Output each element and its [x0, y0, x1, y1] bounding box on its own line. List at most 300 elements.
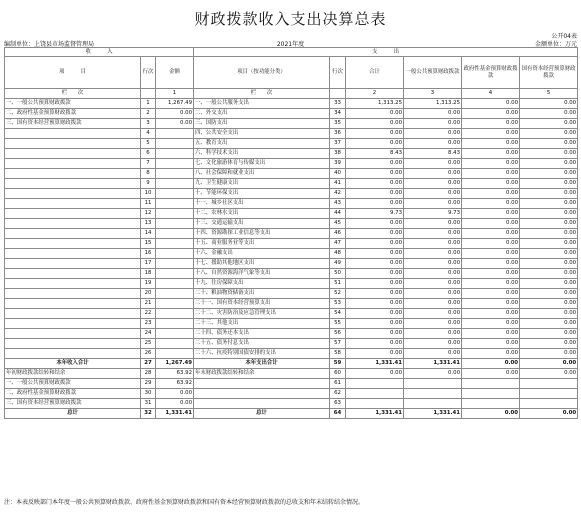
report-meta	[4, 39, 577, 47]
expense-rowno-cell: 51	[330, 279, 346, 289]
income-rowno-cell: 18	[141, 269, 156, 279]
expense-rowno-cell: 38	[330, 149, 346, 159]
state-cell: 0.00	[520, 229, 578, 239]
expense-item-cell: 三、国防支出	[194, 119, 330, 129]
income-rowno-cell: 19	[141, 279, 156, 289]
expense-rowno-cell: 60	[330, 369, 346, 379]
income-item-cell	[5, 159, 141, 169]
fund-cell: 0.00	[462, 309, 520, 319]
table-row	[5, 139, 578, 149]
expense-rowno-cell: 40	[330, 169, 346, 179]
income-amount-header: 金额	[156, 57, 194, 89]
expense-item-cell: 十二、农林水支出	[194, 209, 330, 219]
fund-cell	[462, 379, 520, 389]
index-label-right: 栏 次	[194, 89, 330, 99]
general-cell: 0.00	[404, 119, 462, 129]
table-row	[5, 339, 578, 349]
income-amount-cell	[156, 289, 194, 299]
income-rowno-cell: 20	[141, 289, 156, 299]
income-rowno-cell: 13	[141, 219, 156, 229]
income-item-cell: 二、政府性基金预算财政拨款	[5, 389, 141, 399]
income-rowno-cell: 9	[141, 179, 156, 189]
income-amount-cell: 1,267.49	[156, 99, 194, 109]
income-amount-cell	[156, 149, 194, 159]
income-amount-cell: 0.00	[156, 399, 194, 409]
expense-item-cell: 十三、交通运输支出	[194, 219, 330, 229]
fund-cell: 0.00	[462, 99, 520, 109]
income-item-cell: 二、政府性基金预算财政拨款	[5, 109, 141, 119]
income-amount-cell: 0.00	[156, 119, 194, 129]
general-cell: 0.00	[404, 169, 462, 179]
expense-rowno-cell: 53	[330, 299, 346, 309]
income-item-cell	[5, 299, 141, 309]
expense-item-cell: 一、一般公共服务支出	[194, 99, 330, 109]
expense-item-cell: 十七、援助其他地区支出	[194, 259, 330, 269]
expense-rowno-cell: 41	[330, 179, 346, 189]
fund-cell: 0.00	[462, 139, 520, 149]
general-cell: 0.00	[404, 269, 462, 279]
total-cell: 0.00	[346, 239, 404, 249]
table-row	[5, 289, 578, 299]
income-amount-cell	[156, 179, 194, 189]
fund-cell: 0.00	[462, 149, 520, 159]
state-cell: 0.00	[520, 189, 578, 199]
income-item-cell	[5, 179, 141, 189]
table-row	[5, 389, 578, 399]
expense-rowno-cell: 47	[330, 239, 346, 249]
income-item-cell	[5, 289, 141, 299]
income-rowno-cell: 17	[141, 259, 156, 269]
income-rowno-cell: 21	[141, 299, 156, 309]
table-row	[5, 179, 578, 189]
income-item-cell	[5, 339, 141, 349]
general-cell: 1,331.41	[404, 409, 462, 419]
general-cell: 0.00	[404, 199, 462, 209]
income-item-cell	[5, 169, 141, 179]
income-rowno-cell: 8	[141, 169, 156, 179]
state-header: 国有资本经营预算财政拨款	[520, 57, 578, 89]
table-row	[5, 199, 578, 209]
fund-cell: 0.00	[462, 279, 520, 289]
total-cell: 0.00	[346, 219, 404, 229]
total-cell: 0.00	[346, 129, 404, 139]
expense-rowno-cell: 52	[330, 289, 346, 299]
state-cell: 0.00	[520, 309, 578, 319]
fund-cell: 0.00	[462, 349, 520, 359]
index-col-4: 4	[462, 89, 520, 99]
total-cell: 0.00	[346, 269, 404, 279]
amount-unit: 金额单位：万元	[534, 41, 577, 48]
table-row	[5, 269, 578, 279]
table-row	[5, 99, 578, 109]
income-item-cell: 一、一般公共预算财政拨款	[5, 99, 141, 109]
expense-rowno-cell: 46	[330, 229, 346, 239]
income-item-cell	[5, 129, 141, 139]
expense-item-cell: 二十一、国有资本经营预算支出	[194, 299, 330, 309]
general-cell: 0.00	[404, 329, 462, 339]
expense-item-cell: 十六、金融支出	[194, 249, 330, 259]
total-cell: 0.00	[346, 119, 404, 129]
total-cell: 0.00	[346, 109, 404, 119]
income-item-cell	[5, 149, 141, 159]
total-cell: 0.00	[346, 229, 404, 239]
state-cell: 0.00	[520, 209, 578, 219]
expense-item-cell: 二十四、债务还本支出	[194, 329, 330, 339]
state-cell: 0.00	[520, 269, 578, 279]
expense-rowno-header: 行次	[330, 57, 346, 89]
income-amount-cell: 1,267.49	[156, 359, 194, 369]
state-cell: 0.00	[520, 109, 578, 119]
fund-cell: 0.00	[462, 369, 520, 379]
income-amount-cell: 0.00	[156, 389, 194, 399]
income-rowno-cell: 22	[141, 309, 156, 319]
income-rowno-cell: 5	[141, 139, 156, 149]
state-cell: 0.00	[520, 349, 578, 359]
expense-item-cell	[194, 389, 330, 399]
income-item-cell	[5, 309, 141, 319]
income-amount-cell	[156, 249, 194, 259]
expense-rowno-cell: 64	[330, 409, 346, 419]
income-rowno-cell: 24	[141, 329, 156, 339]
income-amount-cell: 1,331.41	[156, 409, 194, 419]
income-item-cell: 三、国有资本经营预算财政拨款	[5, 119, 141, 129]
income-amount-cell	[156, 169, 194, 179]
state-cell: 0.00	[520, 369, 578, 379]
total-cell: 0.00	[346, 349, 404, 359]
income-item-cell	[5, 259, 141, 269]
general-header: 一般公共预算财政拨款	[404, 57, 462, 89]
income-amount-cell	[156, 279, 194, 289]
form-code: 公开04表	[551, 33, 577, 40]
income-item-cell	[5, 349, 141, 359]
fund-cell: 0.00	[462, 159, 520, 169]
income-item-cell	[5, 239, 141, 249]
state-cell	[520, 379, 578, 389]
total-cell: 0.00	[346, 169, 404, 179]
fund-cell: 0.00	[462, 289, 520, 299]
state-cell	[520, 389, 578, 399]
income-amount-cell	[156, 309, 194, 319]
table-row	[5, 399, 578, 409]
index-col-5: 5	[520, 89, 578, 99]
general-cell: 0.00	[404, 159, 462, 169]
expense-item-cell: 十九、住房保障支出	[194, 279, 330, 289]
income-amount-cell	[156, 319, 194, 329]
expense-rowno-cell: 33	[330, 99, 346, 109]
income-rowno-cell: 14	[141, 229, 156, 239]
income-amount-cell	[156, 329, 194, 339]
state-cell: 0.00	[520, 199, 578, 209]
expense-item-cell: 八、社会保障和就业支出	[194, 169, 330, 179]
index-col-1: 1	[156, 89, 194, 99]
table-row	[5, 259, 578, 269]
state-cell: 0.00	[520, 99, 578, 109]
total-cell: 8.43	[346, 149, 404, 159]
expense-item-cell: 二十三、其他支出	[194, 319, 330, 329]
table-row	[5, 319, 578, 329]
general-cell: 0.00	[404, 179, 462, 189]
income-rowno-cell: 15	[141, 239, 156, 249]
general-cell: 0.00	[404, 129, 462, 139]
fund-cell: 0.00	[462, 119, 520, 129]
state-cell: 0.00	[520, 139, 578, 149]
income-rowno-cell: 3	[141, 119, 156, 129]
state-cell: 0.00	[520, 279, 578, 289]
total-header: 合计	[346, 57, 404, 89]
total-cell: 0.00	[346, 339, 404, 349]
income-amount-cell: 0.00	[156, 109, 194, 119]
income-item-cell	[5, 199, 141, 209]
income-amount-cell	[156, 229, 194, 239]
total-cell: 0.00	[346, 329, 404, 339]
general-cell: 0.00	[404, 239, 462, 249]
income-rowno-cell: 23	[141, 319, 156, 329]
total-cell: 1,331.41	[346, 359, 404, 369]
state-cell: 0.00	[520, 239, 578, 249]
state-cell: 0.00	[520, 409, 578, 419]
expense-rowno-cell: 59	[330, 359, 346, 369]
income-amount-cell	[156, 209, 194, 219]
fund-cell: 0.00	[462, 329, 520, 339]
income-item-cell	[5, 279, 141, 289]
state-cell: 0.00	[520, 179, 578, 189]
expense-item-cell	[194, 379, 330, 389]
expense-item-cell: 二十、粮油物资储备支出	[194, 289, 330, 299]
state-cell: 0.00	[520, 169, 578, 179]
income-amount-cell	[156, 129, 194, 139]
income-amount-cell	[156, 339, 194, 349]
fund-cell: 0.00	[462, 319, 520, 329]
expense-item-cell: 总计	[194, 409, 330, 419]
fund-cell: 0.00	[462, 359, 520, 369]
general-cell: 0.00	[404, 259, 462, 269]
state-cell: 0.00	[520, 339, 578, 349]
general-cell: 0.00	[404, 319, 462, 329]
state-cell: 0.00	[520, 319, 578, 329]
total-cell: 0.00	[346, 259, 404, 269]
state-cell: 0.00	[520, 249, 578, 259]
fund-cell: 0.00	[462, 179, 520, 189]
income-item-header: 项 目	[5, 57, 141, 89]
general-cell: 0.00	[404, 299, 462, 309]
report-title: 财政拨款收入支出决算总表	[194, 10, 387, 28]
total-cell: 0.00	[346, 139, 404, 149]
expense-item-cell: 十四、资源勘探工业信息等支出	[194, 229, 330, 239]
total-cell: 0.00	[346, 249, 404, 259]
income-rowno-cell: 4	[141, 129, 156, 139]
state-cell: 0.00	[520, 129, 578, 139]
expense-rowno-cell: 35	[330, 119, 346, 129]
income-rowno-cell: 1	[141, 99, 156, 109]
index-col-3: 3	[404, 89, 462, 99]
expense-item-header: 项目（按功能分类）	[194, 57, 330, 89]
income-amount-cell	[156, 159, 194, 169]
fund-cell: 0.00	[462, 269, 520, 279]
total-cell: 1,313.25	[346, 99, 404, 109]
income-item-cell	[5, 209, 141, 219]
table-row	[5, 349, 578, 359]
expense-header: 支 出	[194, 48, 578, 57]
income-amount-cell	[156, 269, 194, 279]
expense-item-cell: 二、外交支出	[194, 109, 330, 119]
expense-rowno-cell: 63	[330, 399, 346, 409]
report-year: 2021年度	[276, 41, 305, 48]
expense-rowno-cell: 55	[330, 319, 346, 329]
table-row	[5, 219, 578, 229]
general-cell: 0.00	[404, 219, 462, 229]
expense-item-cell: 二十五、债务付息支出	[194, 339, 330, 349]
expense-rowno-cell: 44	[330, 209, 346, 219]
index-label-left: 栏 次	[5, 89, 141, 99]
expense-rowno-cell: 48	[330, 249, 346, 259]
general-cell: 0.00	[404, 139, 462, 149]
total-cell	[346, 389, 404, 399]
general-cell: 0.00	[404, 369, 462, 379]
total-cell: 0.00	[346, 179, 404, 189]
income-rowno-cell: 26	[141, 349, 156, 359]
income-item-cell	[5, 219, 141, 229]
fund-cell: 0.00	[462, 239, 520, 249]
income-rowno-cell: 31	[141, 399, 156, 409]
state-cell	[520, 399, 578, 409]
table-row	[5, 359, 578, 369]
general-cell: 0.00	[404, 249, 462, 259]
table-row	[5, 299, 578, 309]
table-row	[5, 279, 578, 289]
table-row	[5, 129, 578, 139]
income-rowno-cell: 25	[141, 339, 156, 349]
expense-rowno-cell: 49	[330, 259, 346, 269]
income-rowno-cell: 30	[141, 389, 156, 399]
fund-cell	[462, 389, 520, 399]
index-col-2: 2	[346, 89, 404, 99]
total-cell	[346, 379, 404, 389]
expense-item-cell: 十一、城乡社区支出	[194, 199, 330, 209]
total-cell: 0.00	[346, 189, 404, 199]
total-cell: 0.00	[346, 289, 404, 299]
income-item-cell	[5, 319, 141, 329]
table-row	[5, 329, 578, 339]
total-cell: 0.00	[346, 299, 404, 309]
fund-cell: 0.00	[462, 209, 520, 219]
fund-cell: 0.00	[462, 299, 520, 309]
income-rowno-cell: 28	[141, 369, 156, 379]
income-amount-cell	[156, 139, 194, 149]
fund-header: 政府性基金预算财政拨款	[462, 57, 520, 89]
income-rowno-cell: 2	[141, 109, 156, 119]
income-item-cell	[5, 139, 141, 149]
income-item-cell	[5, 189, 141, 199]
income-item-cell: 三、国有资本经营预算财政拨款	[5, 399, 141, 409]
table-row	[5, 229, 578, 239]
state-cell: 0.00	[520, 219, 578, 229]
state-cell: 0.00	[520, 359, 578, 369]
general-cell: 0.00	[404, 289, 462, 299]
table-row	[5, 159, 578, 169]
income-rowno-cell: 27	[141, 359, 156, 369]
total-cell	[346, 399, 404, 409]
table-row	[5, 149, 578, 159]
total-cell: 0.00	[346, 199, 404, 209]
table-row	[5, 239, 578, 249]
table-row	[5, 109, 578, 119]
general-cell: 0.00	[404, 229, 462, 239]
expense-rowno-cell: 36	[330, 129, 346, 139]
total-cell: 0.00	[346, 369, 404, 379]
fund-cell: 0.00	[462, 409, 520, 419]
expense-rowno-cell: 37	[330, 139, 346, 149]
state-cell: 0.00	[520, 149, 578, 159]
expense-rowno-cell: 39	[330, 159, 346, 169]
expense-item-cell: 二十二、灾害防治及应急管理支出	[194, 309, 330, 319]
income-item-cell: 一、一般公共预算财政拨款	[5, 379, 141, 389]
income-item-cell: 年初财政拨款结转和结余	[5, 369, 141, 379]
expense-item-cell: 五、教育支出	[194, 139, 330, 149]
income-item-cell	[5, 229, 141, 239]
fund-cell: 0.00	[462, 249, 520, 259]
total-cell: 9.73	[346, 209, 404, 219]
expense-item-cell: 六、科学技术支出	[194, 149, 330, 159]
income-rowno-cell: 6	[141, 149, 156, 159]
income-amount-cell	[156, 199, 194, 209]
fund-cell: 0.00	[462, 259, 520, 269]
fund-cell: 0.00	[462, 169, 520, 179]
income-amount-cell	[156, 239, 194, 249]
general-cell: 0.00	[404, 349, 462, 359]
expense-item-cell: 十五、商业服务业等支出	[194, 239, 330, 249]
expense-item-cell	[194, 399, 330, 409]
state-cell: 0.00	[520, 329, 578, 339]
fund-cell: 0.00	[462, 129, 520, 139]
expense-rowno-cell: 58	[330, 349, 346, 359]
fund-cell: 0.00	[462, 199, 520, 209]
total-cell: 0.00	[346, 279, 404, 289]
income-amount-cell	[156, 349, 194, 359]
income-amount-cell	[156, 299, 194, 309]
general-cell: 0.00	[404, 279, 462, 289]
total-cell: 0.00	[346, 309, 404, 319]
expense-rowno-cell: 34	[330, 109, 346, 119]
general-cell: 1,331.41	[404, 359, 462, 369]
income-rowno-cell: 10	[141, 189, 156, 199]
budget-table	[4, 47, 578, 419]
general-cell: 1,313.25	[404, 99, 462, 109]
fund-cell: 0.00	[462, 339, 520, 349]
income-amount-cell	[156, 189, 194, 199]
fund-cell	[462, 399, 520, 409]
income-rowno-cell: 7	[141, 159, 156, 169]
general-cell: 9.73	[404, 209, 462, 219]
income-amount-cell: 63.92	[156, 379, 194, 389]
expense-rowno-cell: 62	[330, 389, 346, 399]
table-row	[5, 379, 578, 389]
general-cell: 0.00	[404, 309, 462, 319]
expense-rowno-cell: 42	[330, 189, 346, 199]
income-rowno-cell: 12	[141, 209, 156, 219]
table-row	[5, 249, 578, 259]
income-rowno-cell: 16	[141, 249, 156, 259]
org-label: 编制单位：上饶县市场监督管理局	[4, 41, 95, 48]
table-row	[5, 119, 578, 129]
state-cell: 0.00	[520, 119, 578, 129]
general-cell: 0.00	[404, 109, 462, 119]
state-cell: 0.00	[520, 299, 578, 309]
income-amount-cell	[156, 219, 194, 229]
expense-rowno-cell: 56	[330, 329, 346, 339]
state-cell: 0.00	[520, 289, 578, 299]
income-rowno-cell: 32	[141, 409, 156, 419]
income-item-cell	[5, 329, 141, 339]
